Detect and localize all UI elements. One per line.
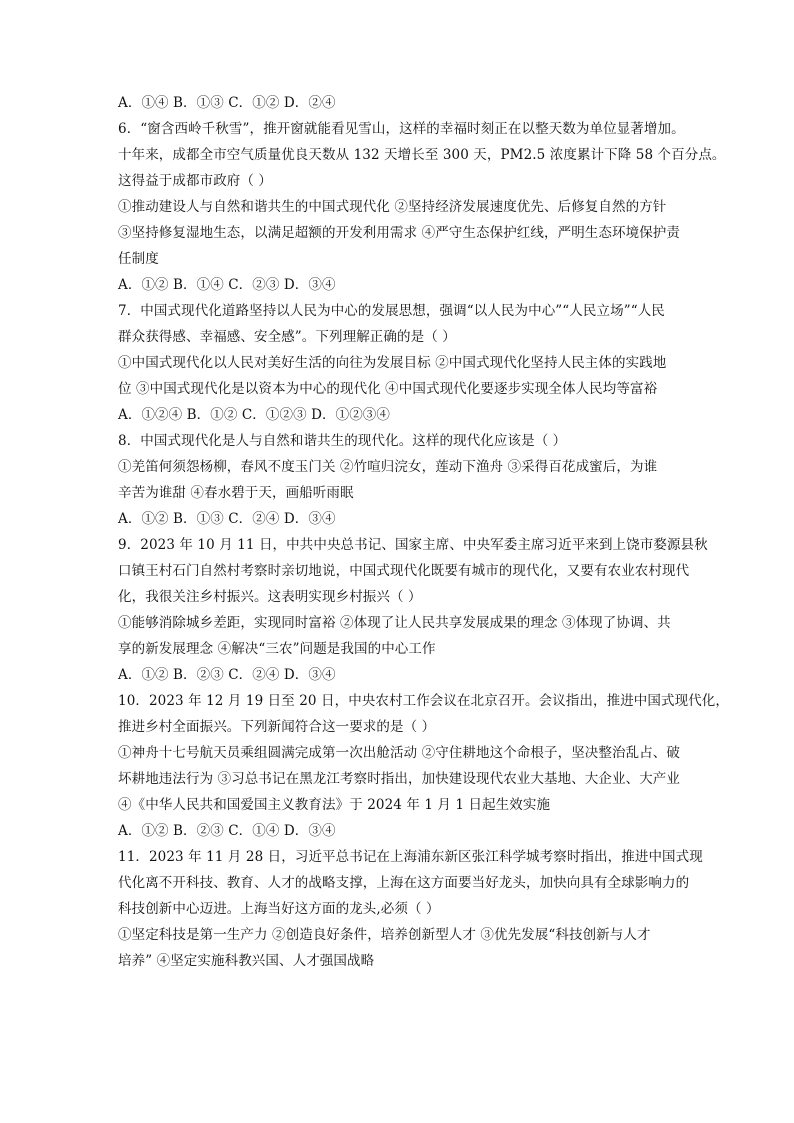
question-11-option-line-2: 培养” ④坚定实施科教兴国、人才强国战略 [118,953,375,969]
question-10-option-line-1: ①神舟十七号航天员乘组圆满完成第一次出舱活动 ②守住耕地这个命根子，坚决整治乱占、破 [118,745,680,761]
question-6-option-line-2: ③坚持修复湿地生态，以满足超额的开发利用需求 ④严守生态保护红线，严明生态环境保护责 [118,225,680,241]
question-10-option-line-2: 坏耕地违法行为 ③习总书记在黑龙江考察时指出，加快建设现代农业大基地、大企业、大产业 [118,771,680,787]
answer-options-q9: A．①② B．②③ C．②④ D．③④ [118,667,336,683]
question-9-line-1: 9．2023 年 10 月 11 日，中共中央总书记、国家主席、中央军委主席习近平来到上饶市婺源县秋 [118,537,708,553]
answer-options-q10: A．①② B．②③ C．①④ D．③④ [118,823,336,839]
question-8-line-1: 8．中国式现代化是人与自然和谐共生的现代化。这样的现代化应该是（ ） [118,433,567,449]
question-10-option-line-3: ④《中华人民共和国爱国主义教育法》于 2024 年 1 月 1 日起生效实施 [118,797,551,813]
question-7-option-line-1: ①中国式现代化以人民对美好生活的向往为发展目标 ②中国式现代化坚持人民主体的实践地 [118,355,667,371]
question-7-line-1: 7．中国式现代化道路坚持以人民为中心的发展思想，强调“以人民为中心”“人民立场”“人民 [118,303,665,319]
question-9-line-2: 口镇王村石门自然村考察时亲切地说，中国式现代化既要有城市的现代化，又要有农业农村现代 [118,563,690,579]
answer-options-q8: A．①② B．①③ C．②④ D．③④ [118,511,336,527]
question-6-line-3: 这得益于成都市政府（ ） [118,173,272,189]
question-11-line-2: 代化离不开科技、教育、人才的战略支撑，上海在这方面要当好龙头，加快向具有全球影响力的 [118,875,690,891]
question-6-option-line-3: 任制度 [118,251,159,267]
question-10-line-1: 10．2023 年 12 月 19 日至 20 日，中央农村工作会议在北京召开。会议指出，推进中国式现代化， [118,693,730,709]
question-8-option-line-2: 辛苦为谁甜 ④春水碧于天，画船听雨眠 [118,485,354,501]
question-8-option-line-1: ①羌笛何须怨杨柳，春风不度玉门关 ②竹喧归浣女，莲动下渔舟 ③采得百花成蜜后，为谁 [118,459,658,475]
answer-options-q7: A．①②④ B．①② C．①②③ D．①②③④ [118,407,390,423]
question-9-option-line-1: ①能够消除城乡差距，实现同时富裕 ②体现了让人民共享发展成果的理念 ③体现了协调、共 [118,615,671,631]
question-6-option-line-1: ①推动建设人与自然和谐共生的中国式现代化 ②坚持经济发展速度优先、后修复自然的方针 [118,199,667,215]
question-6-line-1: 6．“窗含西岭千秋雪”，推开窗就能看见雪山，这样的幸福时刻正在以整天数为单位显著增加。 [118,121,685,137]
question-10-line-2: 推进乡村全面振兴。下列新闻符合这一要求的是（ ） [118,719,436,735]
answer-options-q5: A．①④ B．①③ C．①② D．②④ [118,95,336,111]
question-6-line-2: 十年来，成都全市空气质量优良天数从 132 天增长至 300 天，PM2.5 浓度累计下降 58 个百分点。 [118,147,726,163]
question-11-line-3: 科技创新中心迈进。上海当好这方面的龙头,必须（ ） [118,901,440,917]
question-9-line-3: 化，我很关注乡村振兴。这表明实现乡村振兴（ ） [118,589,422,605]
question-11-option-line-1: ①坚定科技是第一生产力 ②创造良好条件，培养创新型人才 ③优先发展“科技创新与人才 [118,927,651,943]
question-7-option-line-2: 位 ③中国式现代化是以资本为中心的现代化 ④中国式现代化要逐步实现全体人民均等富裕 [118,381,658,397]
question-11-line-1: 11．2023 年 11 月 28 日，习近平总书记在上海浦东新区张江科学城考察时指出，推进中国式现 [118,849,703,865]
document-page [118,93,730,977]
answer-options-q6: A．①② B．①④ C．②③ D．③④ [118,277,336,293]
question-7-line-2: 群众获得感、幸福感、安全感”。下列理解正确的是（ ） [118,329,456,345]
question-9-option-line-2: 享的新发展理念 ④解决“三农”问题是我国的中心工作 [118,641,436,657]
